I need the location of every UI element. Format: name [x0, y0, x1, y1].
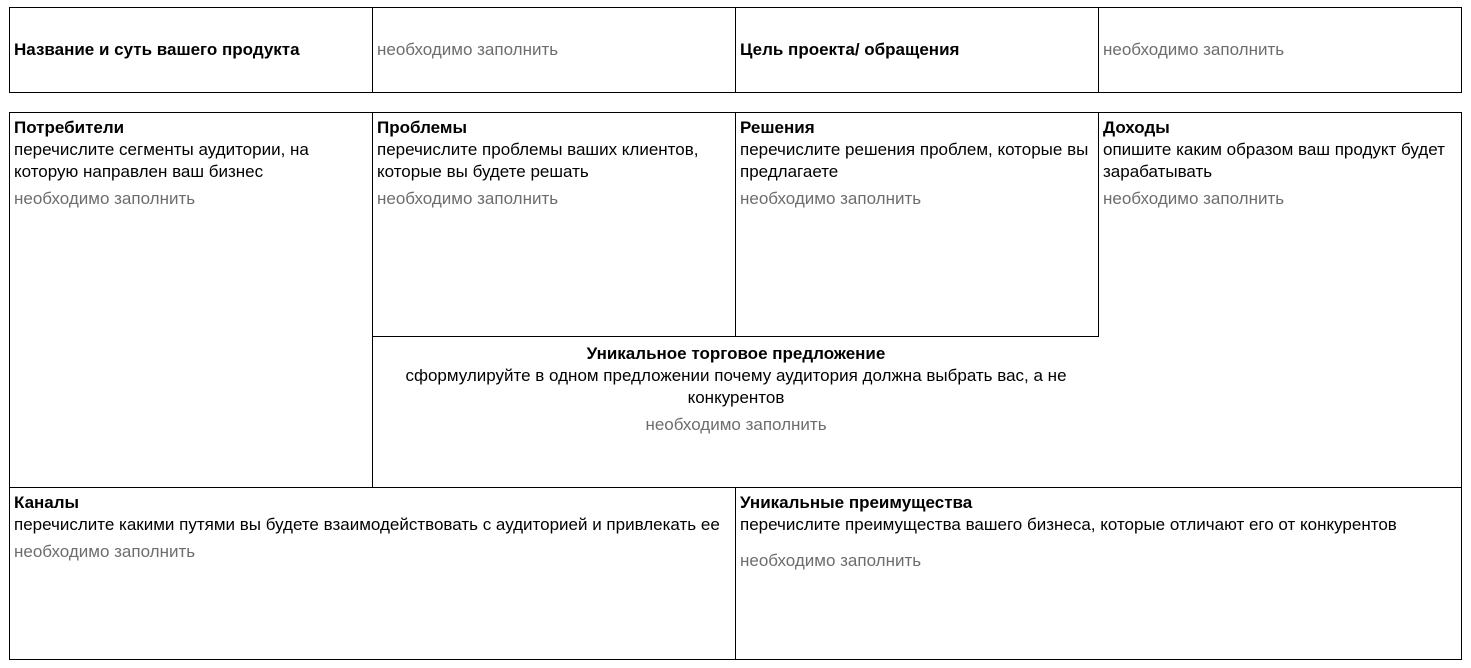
advantages-block[interactable]	[736, 487, 1461, 659]
income-value: необходимо заполнить	[1103, 189, 1285, 208]
usp-block[interactable]	[373, 337, 1099, 487]
advantages-hint: перечислите преимущества вашего бизнеса, которые отличают его от конкурентов	[740, 515, 1397, 534]
usp-hint: сформулируйте в одном предложении почему аудитория должна выбрать вас, а не конкурентов	[405, 366, 1067, 407]
project-goal-label	[736, 8, 1099, 92]
consumers-title: Потребители	[14, 118, 125, 137]
usp-title: Уникальное торговое предложение	[586, 344, 886, 363]
channels-value: необходимо заполнить	[14, 542, 196, 561]
income-block[interactable]	[1099, 113, 1461, 487]
channels-hint: перечислите какими путями вы будете взаимодействовать с аудиторией и привлекать ее	[14, 515, 720, 534]
problems-title: Проблемы	[377, 118, 467, 137]
problems-block[interactable]	[373, 113, 736, 337]
channels-block[interactable]	[10, 487, 736, 659]
channels-title: Каналы	[14, 493, 80, 512]
solutions-title: Решения	[740, 118, 815, 137]
consumers-value: необходимо заполнить	[14, 189, 196, 208]
usp-value: необходимо заполнить	[645, 415, 827, 434]
product-name-value: необходимо заполнить	[377, 40, 559, 59]
problems-value: необходимо заполнить	[377, 189, 559, 208]
product-name-label	[10, 8, 373, 92]
project-goal-label-text: Цель проекта/ обращения	[740, 40, 960, 59]
project-goal-field[interactable]	[1099, 8, 1461, 92]
solutions-block[interactable]	[736, 113, 1099, 337]
consumers-hint: перечислите сегменты аудитории, на которую направлен ваш бизнес	[14, 140, 309, 181]
income-title: Доходы	[1103, 118, 1170, 137]
problems-hint: перечислите проблемы ваших клиентов, которые вы будете решать	[377, 140, 699, 181]
advantages-title: Уникальные преимущества	[740, 493, 973, 512]
project-goal-value: необходимо заполнить	[1103, 40, 1285, 59]
product-name-label-text: Название и суть вашего продукта	[14, 40, 300, 59]
income-hint: опишите каким образом ваш продукт будет зарабатывать	[1103, 140, 1445, 181]
product-name-field[interactable]	[373, 8, 736, 92]
header-table	[9, 7, 1462, 93]
solutions-value: необходимо заполнить	[740, 189, 922, 208]
solutions-hint: перечислите решения проблем, которые вы предлагаете	[740, 140, 1089, 181]
consumers-block[interactable]	[10, 113, 373, 487]
advantages-value: необходимо заполнить	[740, 551, 922, 570]
business-canvas	[9, 112, 1462, 660]
